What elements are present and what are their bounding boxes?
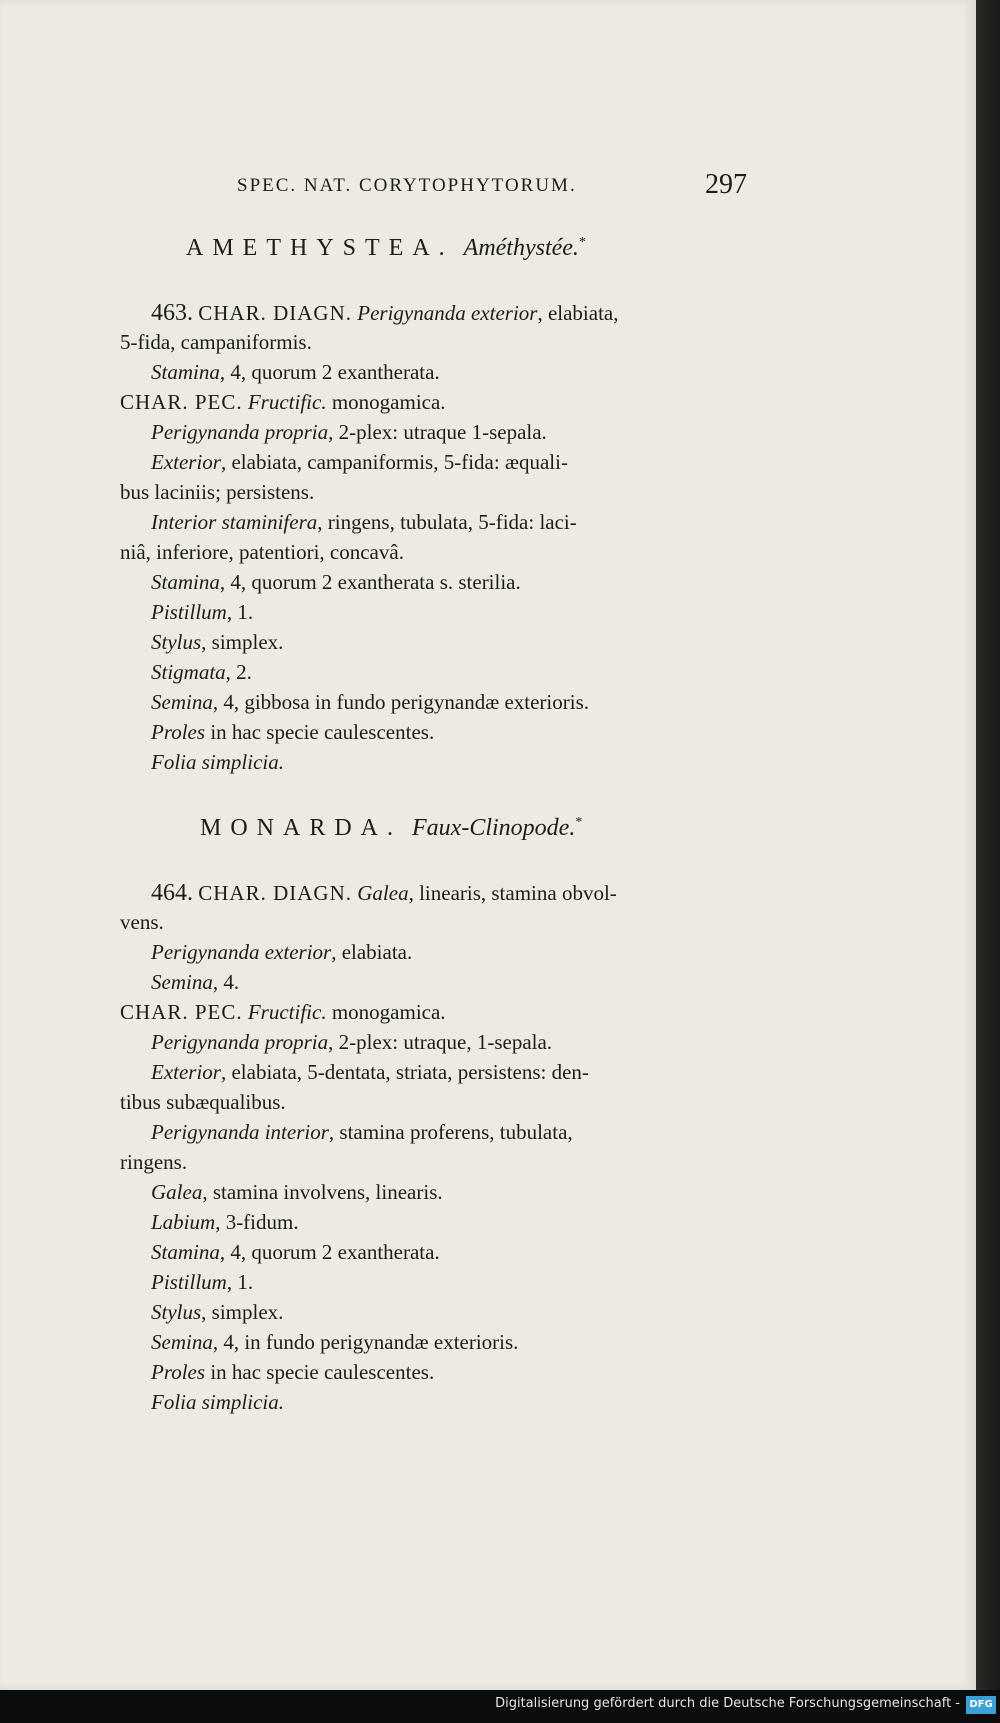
line-rest: monogamica. bbox=[326, 1000, 446, 1024]
line-rest: , 2. bbox=[225, 660, 252, 684]
line-rest: , 1. bbox=[226, 600, 254, 624]
entry-463-first-line bbox=[151, 300, 619, 327]
line-rest: niâ, inferiore, patentiori, concavâ. bbox=[120, 540, 404, 564]
text-line bbox=[151, 1360, 434, 1385]
line-em: Interior staminifera bbox=[151, 510, 318, 534]
line-em: Stigmata bbox=[151, 660, 226, 684]
line-em: Proles bbox=[151, 720, 206, 744]
line-rest: , simplex. bbox=[201, 630, 284, 654]
char-pec-label: CHAR. PEC. bbox=[120, 1000, 243, 1024]
line-rest: , stamina involvens, linearis. bbox=[202, 1180, 443, 1204]
line-rest: , 4, quorum 2 exantherata s. sterilia. bbox=[219, 570, 521, 594]
page-edge-shadow bbox=[976, 0, 1000, 1690]
text-line bbox=[151, 600, 253, 625]
text-line bbox=[151, 420, 547, 445]
text-line bbox=[151, 690, 589, 715]
text-line bbox=[151, 510, 577, 535]
line-rest: , 4, quorum 2 exantherata. bbox=[219, 360, 440, 384]
line-em: Perigynanda propria bbox=[151, 420, 329, 444]
dfg-logo-icon: DFG bbox=[966, 1696, 996, 1714]
diag-label: CHAR. DIAGN. bbox=[198, 881, 352, 905]
line-em: Labium bbox=[151, 1210, 216, 1234]
text-line bbox=[151, 1240, 440, 1265]
line-em: Semina bbox=[151, 1330, 213, 1354]
line-rest: tibus subæqualibus. bbox=[120, 1090, 286, 1114]
line-em: Semina bbox=[151, 970, 213, 994]
text-line bbox=[120, 480, 314, 505]
text-line bbox=[151, 660, 252, 685]
line-rest: , stamina proferens, tubulata, bbox=[328, 1120, 573, 1144]
line-em: Folia simplicia. bbox=[151, 750, 284, 774]
line-rest: , simplex. bbox=[201, 1300, 284, 1324]
text-line bbox=[151, 450, 568, 475]
line-em: Exterior bbox=[151, 450, 221, 474]
line-rest: ringens. bbox=[120, 1150, 188, 1174]
text-line bbox=[120, 910, 164, 935]
text-line bbox=[151, 360, 440, 385]
line-em: Perigynanda exterior bbox=[357, 301, 538, 325]
line-rest: 5-fida, campaniformis. bbox=[120, 330, 312, 354]
line-em: Perigynanda exterior bbox=[151, 940, 332, 964]
line-em: Stamina bbox=[151, 570, 220, 594]
text-line bbox=[151, 940, 412, 965]
text-line bbox=[151, 570, 521, 595]
line-em: Stylus bbox=[151, 630, 202, 654]
running-head bbox=[237, 169, 747, 200]
line-em: Perigynanda interior bbox=[151, 1120, 329, 1144]
line-rest: , 4, in fundo perigynandæ exterioris. bbox=[212, 1330, 519, 1354]
line-em: Pistillum bbox=[151, 600, 227, 624]
line-rest: , 1. bbox=[226, 1270, 254, 1294]
line-rest: , 2-plex: utraque 1-sepala. bbox=[328, 420, 547, 444]
text-line bbox=[151, 1330, 518, 1355]
french-name: Améthystée. bbox=[463, 235, 579, 261]
text-line bbox=[151, 1180, 443, 1205]
text-line bbox=[151, 750, 284, 775]
line-em: Fructific. bbox=[247, 1000, 327, 1024]
text-line bbox=[120, 390, 446, 415]
line-em: Proles bbox=[151, 1360, 206, 1384]
text-line bbox=[151, 1060, 589, 1085]
text-line bbox=[120, 1150, 187, 1175]
text-line bbox=[151, 720, 434, 745]
text-line bbox=[151, 1120, 573, 1145]
line-rest: , 4, gibbosa in fundo perigynandæ exterioris. bbox=[212, 690, 590, 714]
text-line bbox=[151, 1210, 299, 1235]
line-em: Fructific. bbox=[247, 390, 327, 414]
line-em: Galea bbox=[357, 881, 409, 905]
line-rest: , 4, quorum 2 exantherata. bbox=[219, 1240, 440, 1264]
asterisk-mark: * bbox=[575, 815, 583, 830]
line-rest: , ringens, tubulata, 5-fida: laci- bbox=[317, 510, 577, 534]
line-rest: bus laciniis; persistens. bbox=[120, 480, 315, 504]
genus-name: AMETHYSTEA. bbox=[186, 235, 454, 261]
line-em: Semina bbox=[151, 690, 213, 714]
line-rest: , linearis, stamina obvol- bbox=[408, 881, 617, 905]
line-em: Stamina bbox=[151, 360, 220, 384]
line-em: Exterior bbox=[151, 1060, 221, 1084]
genus-heading-monarda bbox=[200, 815, 582, 842]
text-line bbox=[151, 1390, 284, 1415]
french-name: Faux-Clinopode. bbox=[412, 815, 576, 841]
line-rest: , 4. bbox=[212, 970, 240, 994]
text-line bbox=[120, 540, 404, 565]
text-line bbox=[120, 1000, 446, 1025]
text-line bbox=[151, 1300, 283, 1325]
line-rest: monogamica. bbox=[326, 390, 446, 414]
entry-number: 464. bbox=[151, 880, 193, 906]
entry-number: 463. bbox=[151, 300, 193, 326]
char-pec-label: CHAR. PEC. bbox=[120, 390, 243, 414]
line-rest: , 3-fidum. bbox=[215, 1210, 299, 1234]
genus-name: MONARDA. bbox=[200, 815, 403, 841]
page-number: 297 bbox=[705, 169, 747, 200]
line-em: Stamina bbox=[151, 1240, 220, 1264]
line-rest: vens. bbox=[120, 910, 164, 934]
line-rest: in hac specie caulescentes. bbox=[205, 720, 435, 744]
line-rest: , elabiata, campaniformis, 5-fida: æquali- bbox=[220, 450, 568, 474]
digitization-credit-bar bbox=[0, 1690, 1000, 1723]
text-line bbox=[151, 1270, 253, 1295]
line-rest: , elabiata. bbox=[331, 940, 413, 964]
line-rest: in hac specie caulescentes. bbox=[205, 1360, 435, 1384]
diag-label: CHAR. DIAGN. bbox=[198, 301, 352, 325]
genus-heading-amethystea bbox=[186, 235, 586, 262]
entry-464-first-line bbox=[151, 880, 617, 907]
text-line bbox=[120, 330, 312, 355]
line-em: Galea bbox=[151, 1180, 203, 1204]
line-em: Pistillum bbox=[151, 1270, 227, 1294]
line-em: Folia simplicia. bbox=[151, 1390, 284, 1414]
running-title: SPEC. NAT. CORYTOPHYTORUM. bbox=[237, 175, 577, 196]
text-line bbox=[120, 1090, 286, 1115]
line-rest: , elabiata, bbox=[537, 301, 619, 325]
line-rest: , elabiata, 5-dentata, striata, persistens: den- bbox=[220, 1060, 589, 1084]
credit-text: Digitalisierung gefördert durch die Deutsche Forschungsgemeinschaft - bbox=[495, 1696, 960, 1711]
text-line bbox=[151, 630, 283, 655]
line-em: Stylus bbox=[151, 1300, 202, 1324]
text-line bbox=[151, 970, 239, 995]
text-line bbox=[151, 1030, 552, 1055]
line-rest: , 2-plex: utraque, 1-sepala. bbox=[328, 1030, 553, 1054]
line-em: Perigynanda propria bbox=[151, 1030, 329, 1054]
asterisk-mark: * bbox=[578, 235, 586, 250]
